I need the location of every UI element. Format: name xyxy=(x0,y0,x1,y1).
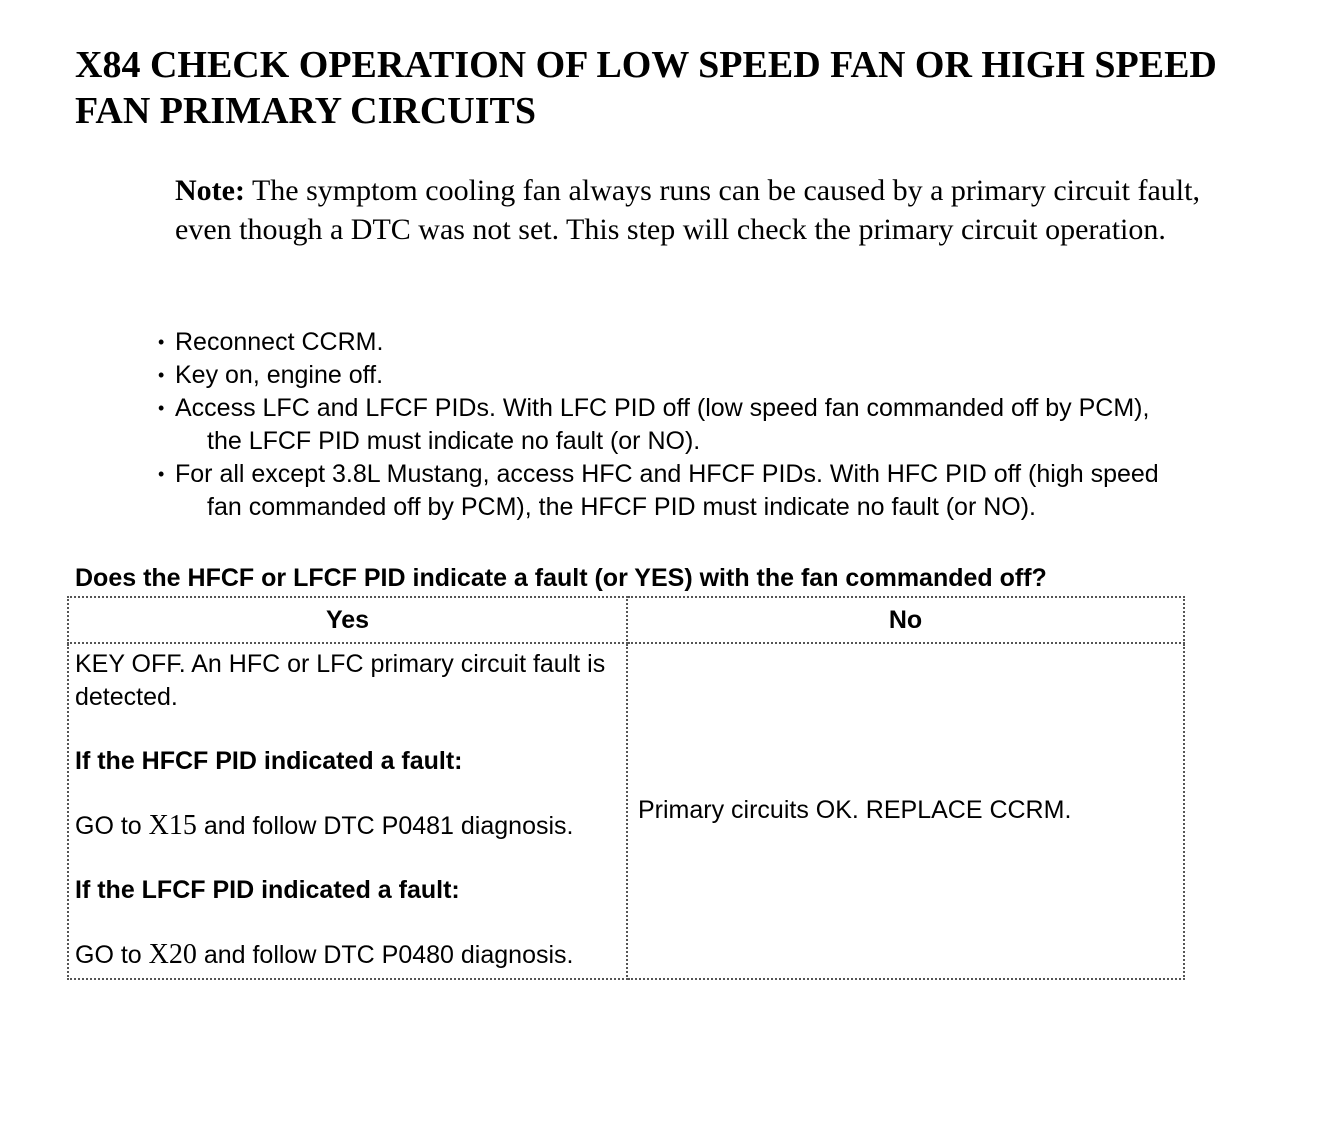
list-item xyxy=(158,392,1288,458)
step-text: Reconnect CCRM. xyxy=(175,328,384,356)
instruction-prefix: GO to xyxy=(75,812,149,840)
table-row xyxy=(68,643,1184,979)
bullet-icon: • xyxy=(158,365,165,385)
note-label: Note: xyxy=(175,174,245,207)
yes-intro: KEY OFF. An HFC or LFC primary circuit fault is detected. xyxy=(75,650,606,711)
lfcf-instruction xyxy=(75,938,620,972)
result-table xyxy=(67,596,1185,980)
step-link-x20[interactable]: X20 xyxy=(148,939,197,970)
lfcf-heading: If the LFCF PID indicated a fault: xyxy=(75,876,460,904)
step-text: For all except 3.8L Mustang, access HFC and HFCF PIDs. With HFC PID off (high speed xyxy=(175,460,1159,488)
page-title: X84 CHECK OPERATION OF LOW SPEED FAN OR HIGH SPEED FAN PRIMARY CIRCUITS xyxy=(75,44,1217,132)
header-yes: Yes xyxy=(68,597,627,643)
step-text-continued: the LFCF PID must indicate no fault (or NO). xyxy=(207,427,701,455)
question-heading: Does the HFCF or LFCF PID indicate a fault (or YES) with the fan commanded off? xyxy=(75,564,1047,592)
list-item xyxy=(158,326,1288,359)
bullet-icon: • xyxy=(158,332,165,352)
list-item xyxy=(158,359,1288,392)
header-no: No xyxy=(627,597,1184,643)
list-item xyxy=(158,458,1288,524)
table-header-row xyxy=(68,597,1184,643)
bullet-icon: • xyxy=(158,464,165,484)
instruction-suffix: and follow DTC P0481 diagnosis. xyxy=(196,812,574,840)
step-text: Access LFC and LFCF PIDs. With LFC PID off (low speed fan commanded off by PCM), xyxy=(175,394,1150,422)
step-link-x15[interactable]: X15 xyxy=(148,810,197,841)
hfcf-heading: If the HFCF PID indicated a fault: xyxy=(75,747,463,775)
bullet-icon: • xyxy=(158,398,165,418)
step-list xyxy=(158,326,1288,524)
note-paragraph xyxy=(175,172,1255,249)
instruction-suffix: and follow DTC P0480 diagnosis. xyxy=(196,941,574,969)
hfcf-instruction xyxy=(75,809,620,843)
yes-cell xyxy=(68,643,627,979)
note-text: The symptom cooling fan always runs can be caused by a primary circuit fault, even though a DTC was not set. This step will check the primary circuit operation. xyxy=(175,174,1200,246)
instruction-prefix: GO to xyxy=(75,941,149,969)
step-text-continued: fan commanded off by PCM), the HFCF PID must indicate no fault (or NO). xyxy=(207,493,1037,521)
no-cell: Primary circuits OK. REPLACE CCRM. xyxy=(627,643,1184,979)
step-text: Key on, engine off. xyxy=(175,361,384,389)
